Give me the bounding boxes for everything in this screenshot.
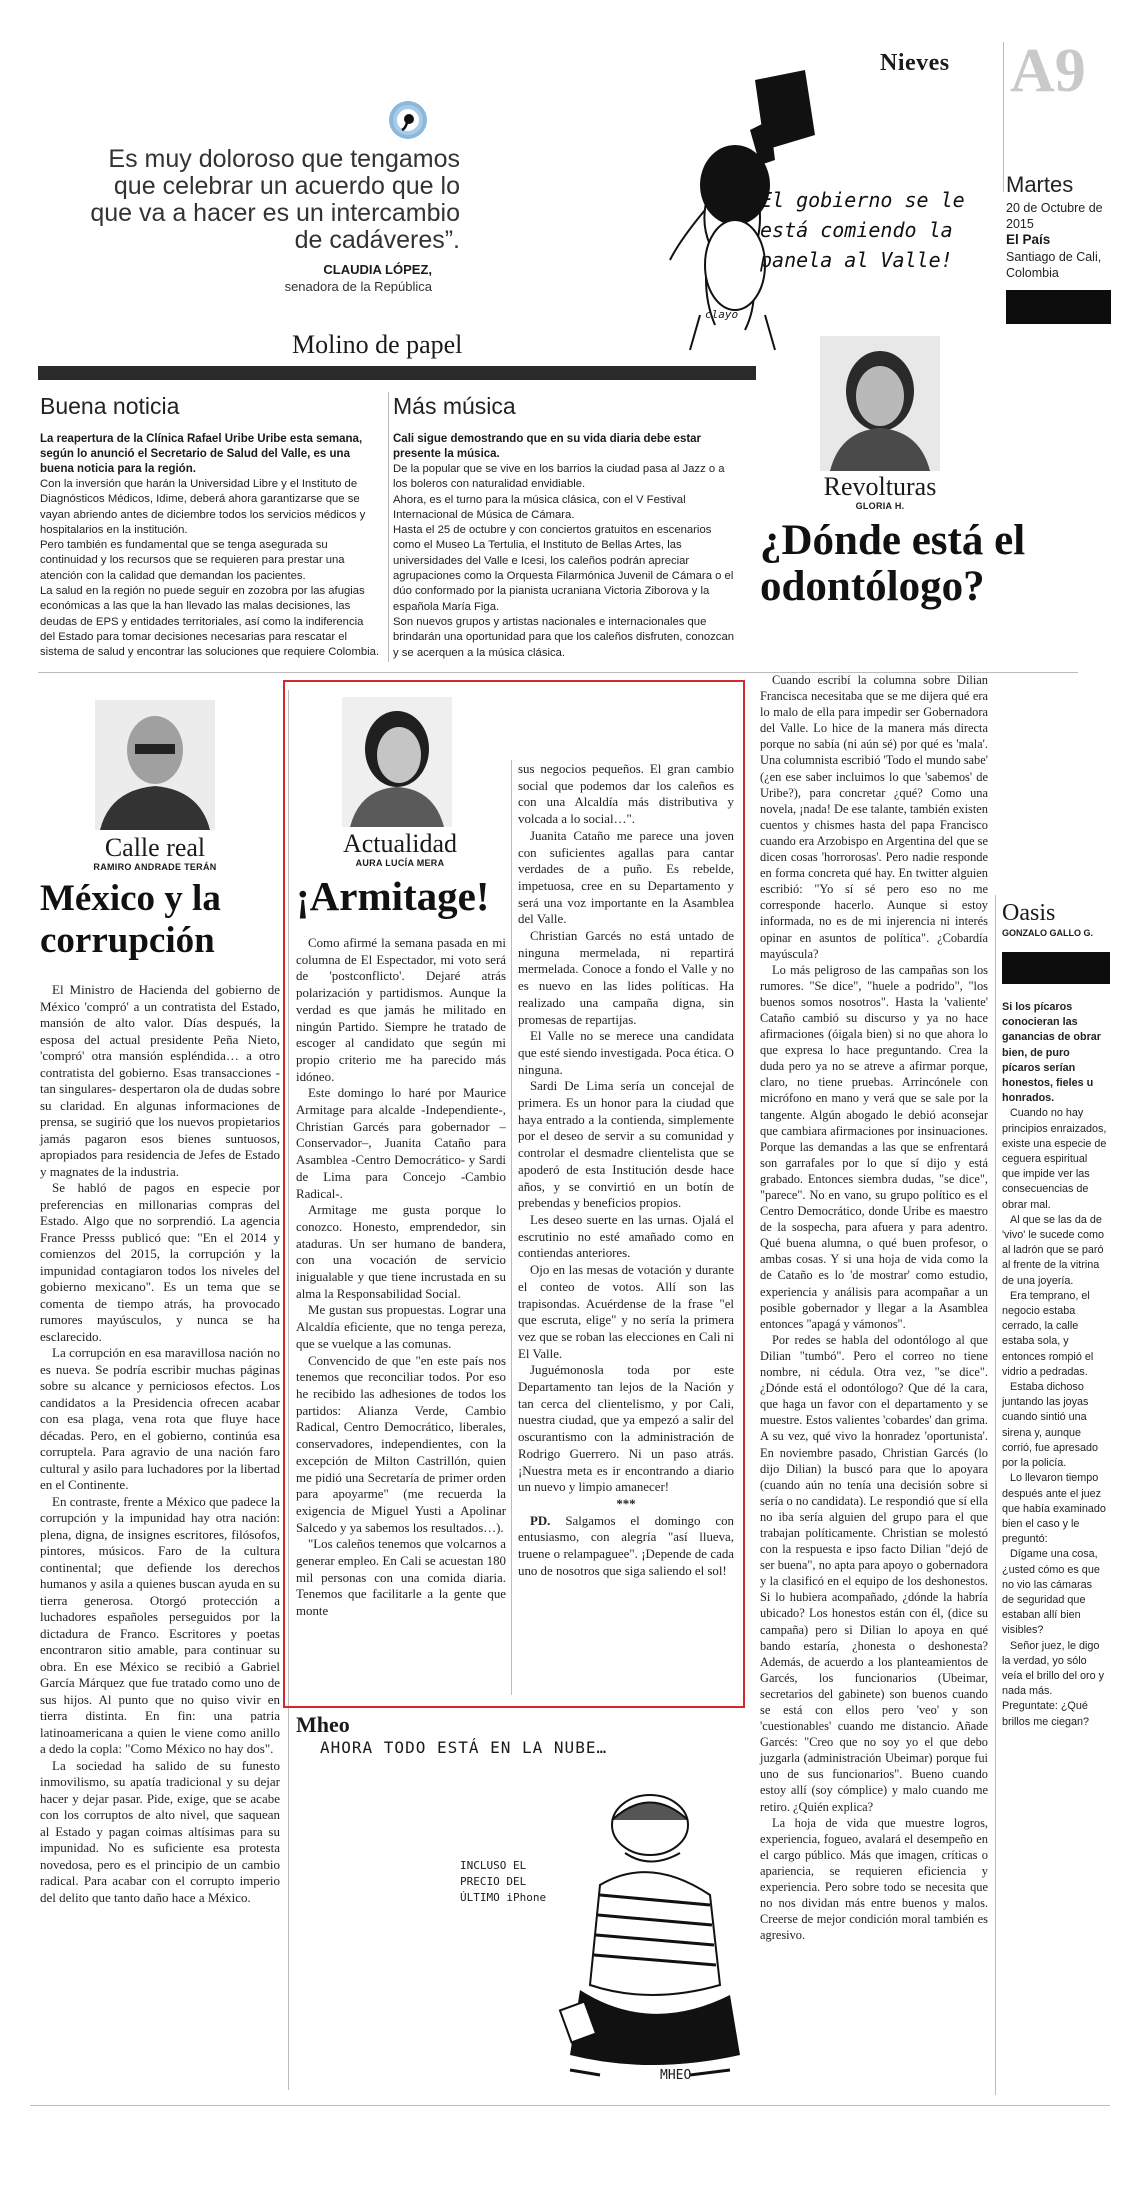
oasis-body bbox=[1002, 1000, 1107, 1730]
calle-real-paragraph: Se habló de pagos en especie por preferencias en millonarias compras del Estado. Algo que no sorprendió. La agencia France Presss publicó que: "En el 2014 y comienzos del 2015, la corrupción y la impunidad contagiaron todos los niveles del gobierno mexicano". Es un tema que se comenta de tiempo atrás, ha provocado rumores mayúsculos, y nunca se ha esclarecido. bbox=[40, 1180, 280, 1344]
page-bottom-rule bbox=[30, 2105, 1110, 2106]
actualidad-paragraph: Juguémonosla toda por este Departamento tan lejos de la Nación y tan cerca del clientelismo, y por Cali, nuestra ciudad, que ya empezó a salir del oscurantismo con la administración de Rodrigo Guerrero. Ni un paso atrás. ¡Nuestra meta es ir encontrando a diario un nuevo y limpio amanecer! bbox=[518, 1363, 734, 1495]
actualidad-paragraph: Christian Garcés no está untado de ninguna mermelada, ni repartirá mermelada. Conoce a fondo el Valle y no es nuevo en las lides políticas. Ha realizado una campaña digna, sin promesas de repartijas. bbox=[518, 929, 734, 1027]
mheo-signature: MHEO bbox=[660, 2068, 692, 2083]
mheo-note: INCLUSO EL PRECIO DEL ÚLTIMO iPhone bbox=[460, 1859, 547, 1904]
oasis-paragraph: Estaba dichoso juntando las joyas cuando sintió una sirena y, aunque corrió, fue apresado por la policía. bbox=[1002, 1381, 1099, 1470]
actualidad-paragraph: Sardi De Lima sería un concejal de primera. Es un honor para la ciudad que haya entrado a la contienda, simplemente por el deseo de servir a su comunidad y controlar el desmadre clientelista que se apoderó de esta Institución desde hace años, y se convirtió en un botín de prebendas y beneficios propios. bbox=[518, 1079, 734, 1211]
mas-musica-body bbox=[393, 432, 741, 661]
oasis-paragraph: Lo llevaron tiempo después ante el juez que había examinado bien el caso y le preguntó: bbox=[1002, 1472, 1106, 1546]
calle-real-column-name: Calle real bbox=[104, 833, 206, 862]
mas-musica-lead: Cali sigue demostrando que en su vida diaria debe estar presente la música. bbox=[393, 433, 702, 460]
quote-author: CLAUDIA LÓPEZ, bbox=[323, 262, 432, 277]
actualidad-ps-label: PD. bbox=[530, 1513, 551, 1528]
revolturas-paragraph: Lo más peligroso de las campañas son los rumores. "Se dice", "huele a podrido", "los buenos somos nosotros". Hasta la 'valiente' Cataño cambió su discurso y ya no hace afirmaciones (óigala bien) si no que ahora lo que expresa lo hace preguntando. Crea la duda pero ya no se atreve a afirmar porque, claro, no tiene pruebas. Arrincónele con micrófono en mano y verá que se sale por la tangente. Algún abogado le debió aconsejar que cambiara afirmaciones por insinuaciones. Porque las demandas a las que se enfrentará son garrafales por lo que sí dijo y está grabado. Entonces siembra dudas, "se dice", "parece". No en vano, su grupo político es el Centro Democrático, donde Uribe es maestro de la sospecha, para afuera y para adentro. Qué buena alumna, o qué buen profesor, o ambas cosas. Y si una hoja de vida como la de Cataño es lo 'de mostrar' como estudio, experiencia y análisis para acompañar a un posible gobernador y llegar a la Asamblea entonces "apagá y vámonos". bbox=[760, 962, 988, 1331]
actualidad-paragraph: Como afirmé la semana pasada en mi columna de El Espectador, mi voto será de 'postconflicto'. Dejaré atrás polarización y partidismos. Aunque la verdad es que jamás he militado en ningún Partido. Siempre he tratado de escoger al candidato que según mi propio criterio me ha parecido más idóneo. bbox=[296, 936, 506, 1084]
calle-real-headline: México y la corrupción bbox=[40, 878, 221, 961]
actualidad-paragraph: Este domingo lo haré por Maurice Armitage para alcalde -Independiente-, Christian Garcés para gobernador –Conservador–, Juanita Cataño para Asamblea -Centro Democrático- y Sardi de Lima para Concejo -Cambio Radical-. bbox=[296, 1086, 506, 1201]
masthead-divider bbox=[1003, 42, 1004, 192]
actualidad-paragraph: Les deseo suerte en las urnas. Ojalá el escrutinio no esté amañado como en contiendas anteriores. bbox=[518, 1212, 734, 1261]
actualidad-paragraph: Convencido de que "en este país nos tenemos que reconciliar todos. Por eso he recibido las adhesiones de todos los partidos: Alianza Verde, Cambio Radical, Centro Democrático, liberales, conservadores, independientes, con la excepción de Milton Castrillón, quien me pidió una Secretaría de primer orden para apoyarme" (me recuerda la exigencia de Miguel Yusti a Apolinar Salcedo y ya sabemos los resultados…). bbox=[296, 1353, 506, 1535]
page-number: A9 bbox=[1010, 37, 1086, 105]
calle-real-portrait bbox=[95, 700, 215, 830]
quote-text: Es muy doloroso que tengamos que celebrar un acuerdo que lo que va a hacer es un intercambio de cadáveres”. bbox=[90, 145, 460, 254]
calle-real-paragraph: El Ministro de Hacienda del gobierno de México 'compró' a un contratista del Estado, mansión de alto valor. Días después, la esposa del actual presidente Peña Nieto, 'compró' otra mansión espléndida… a otro contratista del gobierno. Esas transacciones -tan singulares- despertaron ola de dudas sobre su claridad. En algunas informaciones de prensa, se sugirió que los nuevos propietarios jamás pagaron esos bienes suntuosos, apropiados para residencia de Jefes de Estado y magnates de la industria. bbox=[40, 982, 280, 1179]
revolturas-headline: ¿Dónde está el odontólogo? bbox=[760, 517, 1026, 610]
mas-musica-paragraph: Hasta el 25 de octubre y con conciertos gratuitos en escenarios como el Museo La Tertulia, el Instituto de Bellas Artes, las universidades del Valle e Icesi, los caleños podrán apreciar agrupaciones como la Orquesta Filarmónica Juvenil de Cámara o el dúo conformado por la pianista ucraniana Victoria Ziborova y la española María Figa. bbox=[393, 524, 734, 613]
actualidad-portrait bbox=[342, 697, 452, 827]
actualidad-separator: *** bbox=[616, 1496, 636, 1511]
actualidad-paragraph: Juanita Cataño me parece una joven con suficientes agallas para cantar verdades de a puño. Es rebelde, impetuosa, cree en su Departamento y será una voz importante en la Asamblea del Valle. bbox=[518, 828, 734, 927]
actualidad-column-name: Actualidad bbox=[342, 829, 458, 858]
revolturas-author: GLORIA H. bbox=[855, 501, 905, 511]
country-name: Colombia bbox=[1006, 266, 1059, 280]
actualidad-paragraph: sus negocios pequeños. El gran cambio social que podemos dar los caleños es con una Alcaldía más distributiva y volcada a lo social…". bbox=[518, 762, 734, 827]
city-name: Santiago de Cali, bbox=[1006, 250, 1102, 264]
calle-real-paragraph: En contraste, frente a México que padece la corrupción y la impunidad hay otra nación: plena, digna, de insignes escritores, filósofos, pintores, músicos. Faro de la cultura continental; que defiende los derechos humanos y asila a quienes buscan ayuda en su tierra generosa. Otorgó protección a luchadores españoles perseguidos por la dictadura de Franco. Escritores y poetas encontraron sitio amable, para continuar su obra. En ese México se recibió a Gabriel García Márquez que fue tratado como uno de sus hijos. Al punto que no quiso vivir en tierra distinta. En fin: una patria latinoamericana a quien le viene como anillo a dedo la copla: "Como México no hay dos". bbox=[40, 1493, 280, 1756]
paper-name: El País bbox=[1006, 232, 1051, 247]
buena-noticia-title: Buena noticia bbox=[40, 393, 180, 419]
revolturas-paragraph: Cuando escribí la columna sobre Dilian Francisca necesitaba que se me dijera qué era lo malo de ella para impedir ser Gobernadora del Valle. Lo hice de la manera más directa porque no sabía (ni aún sé) por qué es 'mala'. Una columnista escribió 'Todo el mundo sabe' (¿en ese saber incluimos lo que 'sabemos' de Uribe?), para concretar ¿qué? Como una novela, ¡nada! De ese talante, también existen cuentos y chismes hasta del papa Francisco cuando era Arzobispo en Argentina del que se dicen cosas 'horrorosas'. Pero nadie responde en forma concreta qué hay. En twitter alguien escribió: "Yo sí sé pero eso no me corresponde hacerlo. Aunque si estoy informada, no es de mi injerencia ni interés opinar en asuntos de política". ¿Cobardía mayúscula? bbox=[760, 673, 988, 961]
actualidad-paragraph: El Valle no se merece una candidata que esté siendo investigada. Poca ética. O ninguna. bbox=[518, 1029, 734, 1077]
actualidad-paragraph: "Los caleños tenemos que volcarnos a generar empleo. En Cali se acuestan 180 mil personas con una comida diaria. Tenemos que facilitarle a la gente que monte bbox=[296, 1537, 506, 1619]
actualidad-author: AURA LUCÍA MERA bbox=[355, 858, 445, 868]
buena-noticia-paragraph: Pero también es fundamental que se tenga asegurada su continuidad y los recursos que se requieren para prestar una atención con la calidad que demandan los pacientes. bbox=[40, 539, 345, 582]
oasis-author: GONZALO GALLO G. bbox=[1002, 928, 1093, 938]
molino-divider bbox=[388, 392, 389, 662]
revolturas-portrait bbox=[820, 336, 940, 471]
actualidad-body-col2 bbox=[518, 761, 734, 1579]
calle-real-paragraph: La sociedad ha salido de su funesto inmovilismo, su apatía tradicional y su dejar hacer y dejar pasar. Pide, exige, que se acabe con los corruptos de alto nivel, que saquean al Estado y pagan coimas altísimas para su impunidad. No es suficiente esa protesta novedosa, pero es el principio de un cambio radical. Para acabar con el corrupto imperio del delito que tanto daño hace a México. bbox=[40, 1757, 280, 1905]
oasis-lead: Si los pícaros conocieran las ganancias de obrar bien, de puro pícaros serían honestos, fieles u honrados. bbox=[1002, 1001, 1102, 1105]
actualidad-paragraph: Me gustan sus propuestas. Lograr una Alcaldía eficiente, que no tenga pereza, que se vuelque a las comunas. bbox=[296, 1303, 506, 1351]
actualidad-divider bbox=[511, 760, 512, 1695]
revolturas-paragraph: La hoja de vida que muestre logros, experiencia, fogueo, avalará el desempeño en el cargo público. Más que imagen, críticas o apariencia, se requieren eficiencia y experiencia. Pero sobre todo se necesita que no nos dividan más entre buenos y malos. Creerse de mejor condición moral también es agresivo. bbox=[760, 1815, 988, 1943]
mas-musica-title: Más música bbox=[393, 393, 516, 419]
calle-real-author: RAMIRO ANDRADE TERÁN bbox=[93, 862, 217, 872]
masthead-black-bar bbox=[1006, 290, 1111, 324]
buena-noticia-paragraph: Con la inversión que harán la Universidad Libre y el Instituto de Diagnósticos Médicos, Idime, deberá ahora garantizarse que se vayan abriendo antes de diciembre todos los servicios médicos y hospitalarios en la institución. bbox=[40, 478, 366, 536]
oasis-divider bbox=[995, 895, 996, 2095]
quote-role: senadora de la República bbox=[284, 279, 432, 294]
actualidad-ps-text: Salgamos el domingo con entusiasmo, con alegría "así llueva, truene o relampaguee". ¡Depende de cada uno de nosotros que siga saliendo el sol! bbox=[518, 1513, 734, 1578]
molino-title: Molino de papel bbox=[292, 330, 463, 359]
actualidad-headline: ¡Armitage! bbox=[296, 873, 490, 919]
date-day: Martes bbox=[1006, 172, 1074, 197]
revolturas-paragraph: Por redes se habla del odontólogo al que Dilian "tumbó". Pero el correo no tiene nombre, ni cédula. Otra vez, "se dice". ¿Dónde está el odontólogo? Que dé la cara, que haga un favor con el departamento y se muestre. Estos valientes 'cobardes' dan grima. A su vez, qué vivo la honradez 'oportunista'. En noviembre pasado, Christian Garcés (lo dijo Dilian) la buscó para que lo apoyara (cuando aún no tenía una decisión sobre si sería o no candidata). Le respondió que sí ella no iba sería alguien del grupo para el que trabajan políticamente. Christian se molestó con la respuesta e ipso facto Dilian "dejó de ser buena", no apta para apoyo o gobernadora y la clasificó en el equipo de los deshonestos. Si lo hubiera acompañado, ¿dónde la habría ubicado? Los honestos están con él, (dice su campaña) pero si Dilian lo apoya en qué bando estaría, ¿honesta o deshonesta? Además, de acuerdo a los planteamientos de Garcés, los funcionarios (Ubeimar, secretarios del gabinete) son buenos cuando se está con ellos pero 'veo' y son 'cuestionables' cuando me distancio. Añade Garcés: "Creo que no soy yo el que debo juzgarla (administración Ubeimar) porque fui uno de sus funcionarios". Bueno cuando estoy allí (soy cómplice) y malo cuando me retiro. ¿Quién explica? bbox=[760, 1332, 988, 1814]
mas-musica-paragraph: Son nuevos grupos y artistas nacionales e internacionales que brindarán una oportunidad para que los caleños disfruten, conozcan y se acerquen a la música clásica. bbox=[393, 615, 735, 659]
buena-noticia-body bbox=[40, 432, 380, 661]
actualidad-paragraph: Ojo en las mesas de votación y durante el conteo de votos. Allí son las trapisondas. Acuérdense de la frase "el que escruta, elige" y no sería la primera vez que se roban las elecciones en Cali ni El Valle. bbox=[518, 1263, 734, 1361]
oasis-paragraph: Señor juez, le digo la verdad, yo sólo veía el brillo del oro y nada más. Preguntate: ¿Qué brillos me ciegan? bbox=[1002, 1639, 1105, 1728]
calle-real-paragraph: La corrupción en esa maravillosa nación no es nueva. Se podría escribir muchas páginas sobre su alcance y perniciosos efectos. Los candidatos a la Presidencia ofrecen acabar con esa plaga, vena rota que fluye hace décadas. Pero, en el gobierno, continúa esa corruptela. Para agravio de una nación faro cultural y asilo para luchadores por la libertad en el Continente. bbox=[40, 1345, 280, 1492]
date-text: 20 de Octubre de 2015 bbox=[1006, 201, 1103, 231]
buena-noticia-paragraph: La salud en la región no puede seguir en zozobra por las afugias económicas a las que la han llevado las malas decisiones, las deudas de EPS y entidades territoriales, así como la indiferencia del Estado para tomar decisiones necesarias para rescatar el sistema de salud y encontrar las soluciones que requiere Colombia. bbox=[40, 585, 380, 659]
quote-icon bbox=[388, 100, 428, 140]
mas-musica-paragraph: De la popular que se vive en los barrios la ciudad pasa al Jazz o a los boleros con naturalidad envidiable. bbox=[393, 463, 725, 491]
mheo-caption: AHORA TODO ESTÁ EN LA NUBE… bbox=[320, 1738, 608, 1757]
calle-real-body bbox=[40, 982, 280, 1906]
cartoon-signature: clayo bbox=[705, 308, 739, 321]
oasis-paragraph: Al que se las da de 'vivo' le sucede como al ladrón que se paró al frente de la vitrina de una joyería. bbox=[1002, 1213, 1104, 1287]
buena-noticia-lead: La reapertura de la Clínica Rafael Uribe Uribe esta semana, según lo anunció el Secretario de Salud del Valle, es una buena noticia para la región. bbox=[40, 433, 363, 475]
revolturas-column-name: Revolturas bbox=[823, 472, 937, 501]
molino-bar bbox=[38, 366, 756, 380]
section-name: Nieves bbox=[880, 50, 950, 76]
mheo-cartoon bbox=[540, 1775, 750, 2085]
oasis-paragraph: Dígame una cosa, ¿usted cómo es que no vio las cámaras de seguridad que estaban allí bien visibles? bbox=[1002, 1548, 1100, 1637]
actualidad-paragraph: Armitage me gusta porque lo conozco. Honesto, emprendedor, sin ataduras. Un ser humano de bandera, con una vocación de servicio inigualable y que tiene incrustada en su alma la Responsabilidad Social. bbox=[296, 1203, 506, 1301]
oasis-column-name: Oasis bbox=[1002, 900, 1056, 926]
oasis-black-bar bbox=[1002, 952, 1110, 984]
revolturas-body bbox=[760, 672, 988, 1943]
cartoon-text: El gobierno se le está comiendo la panela al Valle! bbox=[760, 188, 965, 272]
mheo-name: Mheo bbox=[296, 1712, 350, 1737]
actualidad-body-col1 bbox=[296, 935, 506, 1620]
person-on-bench-icon bbox=[540, 1775, 750, 2085]
oasis-paragraph: Era temprano, el negocio estaba cerrado, la calle estaba sola, y entonces rompió el vidrio a pedradas. bbox=[1002, 1289, 1094, 1378]
oasis-paragraph: Cuando no hay principios enraizados, existe una especie de ceguera espiritual que impide ver las consecuencias de obrar mal. bbox=[1002, 1107, 1107, 1211]
mas-musica-paragraph: Ahora, es el turno para la música clásica, con el V Festival Internacional de Música de Cámara. bbox=[393, 493, 686, 521]
